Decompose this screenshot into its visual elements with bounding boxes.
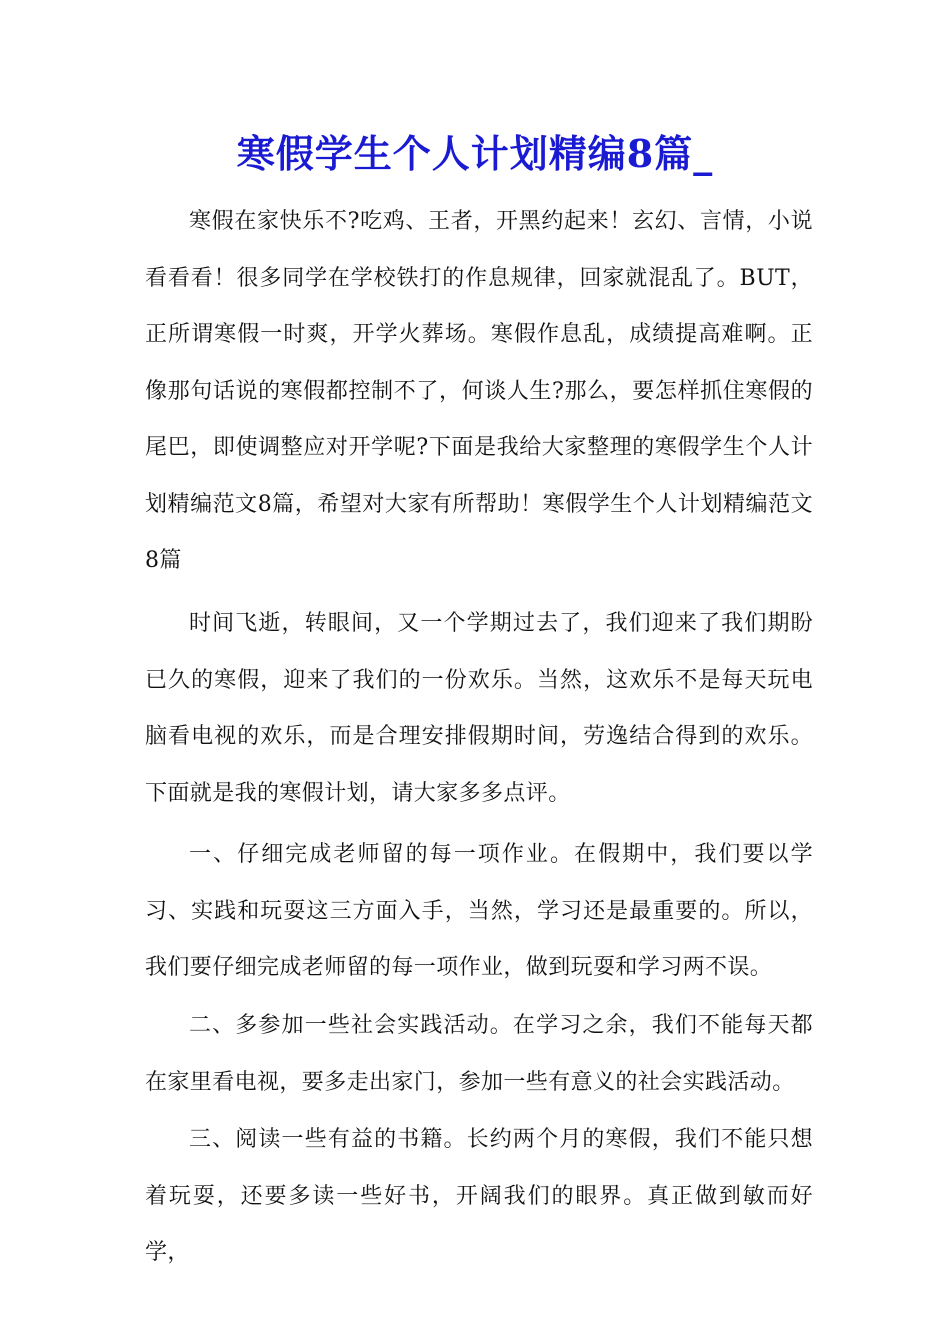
paragraph-4: 二、多参加一些社会实践活动。在学习之余，我们不能每天都在家里看电视，要多走出家门，参加一些有意义的社会实践活动。 — [145, 1013, 813, 1095]
paragraph-2: 时间飞逝，转眼间，又一个学期过去了，我们迎来了我们期盼已久的寒假，迎来了我们的一份欢乐。当然，这欢乐不是每天玩电脑看电视的欢乐，而是合理安排假期时间，劳逸结合得到的欢乐。下面就是我的寒假计划，请大家多多点评。 — [145, 611, 813, 806]
paragraph-3-block — [145, 827, 813, 997]
paragraph-5: 三、阅读一些有益的书籍。长约两个月的寒假，我们不能只想着玩耍，还要多读一些好书，开阔我们的眼界。真正做到敏而好学， — [145, 1127, 813, 1265]
paragraph-3: 一、仔细完成老师留的每一项作业。在假期中，我们要以学习、实践和玩耍这三方面入手，当然，学习还是最重要的。所以，我们要仔细完成老师留的每一项作业，做到玩耍和学习两不误。 — [145, 842, 813, 980]
paragraph-2-block — [145, 596, 813, 822]
document-title: 寒假学生个人计划精编8篇_ — [236, 131, 714, 176]
paragraph-1-block — [145, 194, 813, 590]
paragraph-4-block — [145, 998, 813, 1111]
paragraph-1: 寒假在家快乐不?吃鸡、王者，开黑约起来！玄幻、言情，小说看看看！很多同学在学校铁打的作息规律，回家就混乱了。BUT，正所谓寒假一时爽，开学火葬场。寒假作息乱，成绩提高难啊。正像那句话说的寒假都控制不了，何谈人生?那么，要怎样抓住寒假的尾巴，即使调整应对开学呢?下面是我给大家整理的寒假学生个人计划精编范文8篇，希望对大家有所帮助！寒假学生个人计划精编范文8篇 — [145, 209, 813, 573]
paragraph-5-block — [145, 1112, 813, 1282]
